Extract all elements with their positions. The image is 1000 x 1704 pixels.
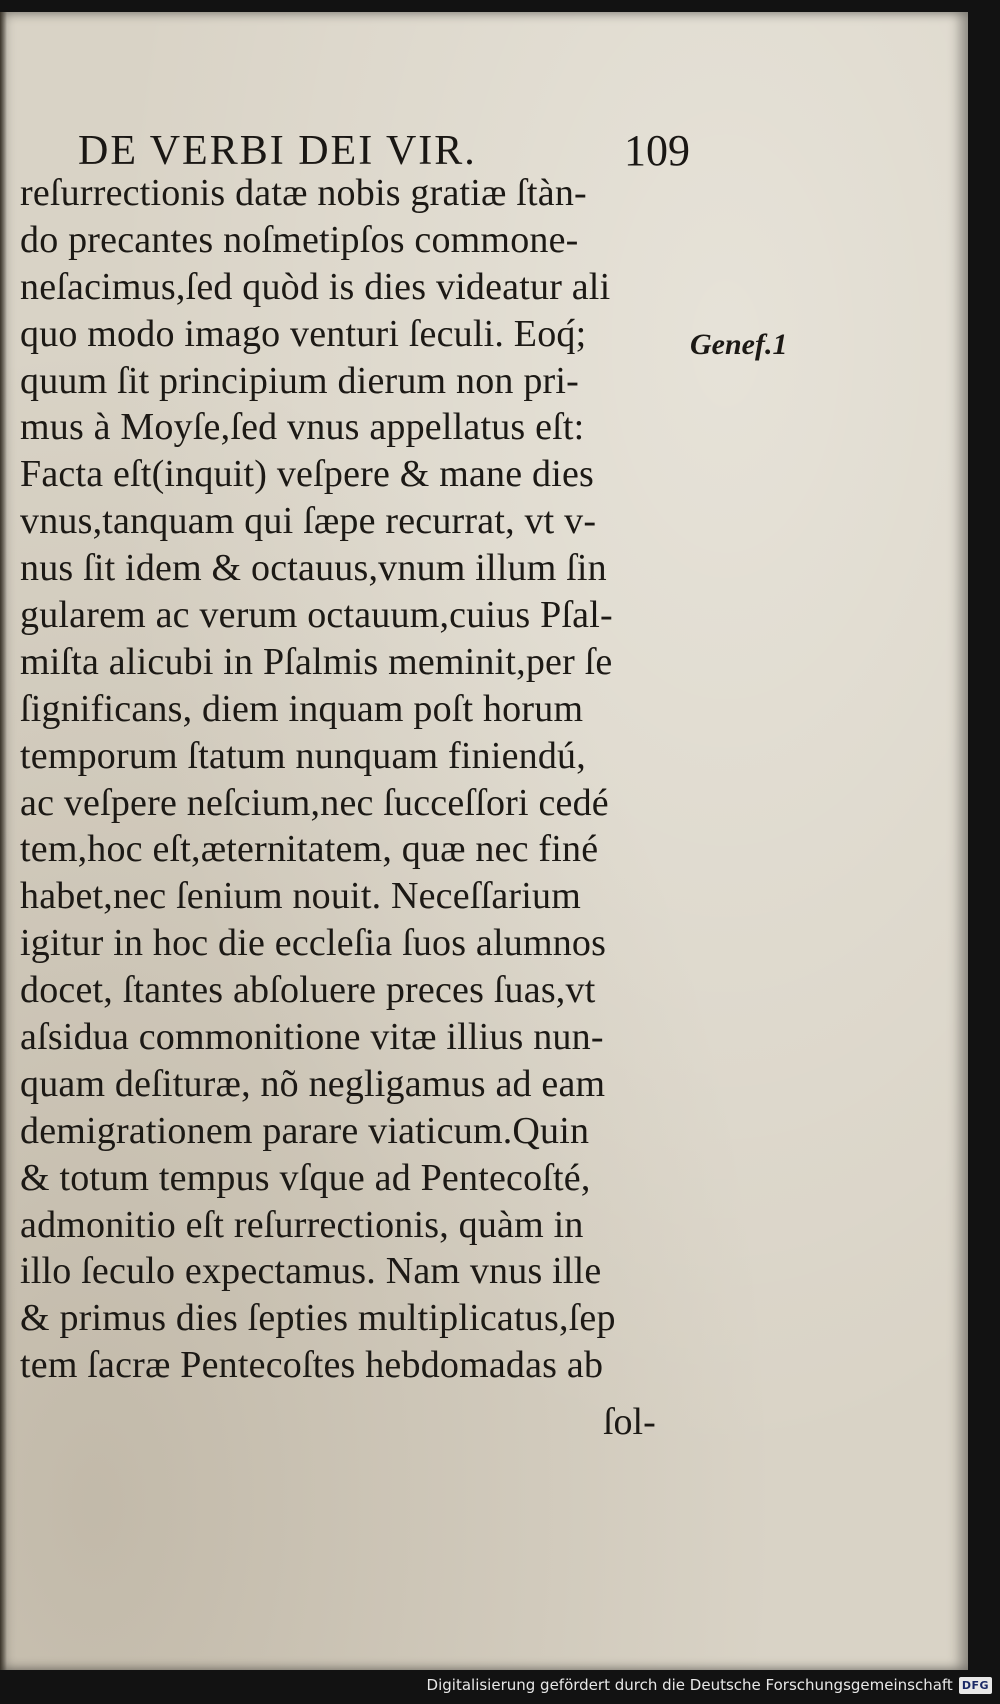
credit-text: Digitalisierung gefördert durch die Deutsche Forschungsgemeinschaft <box>426 1676 953 1694</box>
text-line: admonitio eſt reſurrectionis, quàm in <box>20 1203 584 1246</box>
text-line: temporum ſtatum nunquam finiendú, <box>20 734 586 777</box>
catchword: ſol- <box>603 1401 656 1443</box>
page-gutter-shadow <box>0 12 7 1670</box>
text-line: quum ſit principium dierum non pri- <box>20 359 579 402</box>
running-head: DE VERBI DEI VIR. <box>78 128 477 174</box>
text-line: demigrationem parare viaticum.Quin <box>20 1109 590 1152</box>
text-line: tem,hoc eſt,æternitatem, quæ nec finé <box>20 828 599 871</box>
text-line: ſignificans, diem inquam poſt horum <box>20 687 584 730</box>
book-page <box>0 12 968 1670</box>
text-line: habet,nec ſenium nouit. Neceſſarium <box>20 875 581 918</box>
text-line: Facta eſt(inquit) veſpere & mane dies <box>20 453 595 496</box>
text-line: aſsidua commonitione vitæ illius nun- <box>20 1016 604 1059</box>
text-line: miſta alicubi in Pſalmis meminit,per ſe <box>20 640 613 683</box>
dfg-logo: DFG <box>959 1677 992 1694</box>
text-line: reſurrectionis datæ nobis gratiæ ſtàn- <box>20 172 587 214</box>
text-line: ac veſpere neſcium,nec ſucceſſori cedé <box>20 781 609 824</box>
text-line: mus à Moyſe,ſed vnus appellatus eſt: <box>20 406 585 449</box>
text-line: illo ſeculo expectamus. Nam vnus ille <box>20 1250 602 1293</box>
text-line: nus ſit idem & octauus,vnum illum ſin <box>20 547 607 590</box>
text-line: docet, ſtantes abſoluere preces ſuas,vt <box>20 969 596 1012</box>
body-text <box>20 170 700 1389</box>
text-line: do precantes noſmetipſos commone- <box>20 218 579 261</box>
margin-note: Genef.1 <box>690 328 788 361</box>
text-line: & totum tempus vſque ad Pentecoſté, <box>20 1156 591 1199</box>
text-line: gularem ac verum octauum,cuius Pſal- <box>20 594 613 637</box>
text-line: & primus dies ſepties multiplicatus,ſep <box>20 1297 616 1340</box>
digitization-credit <box>427 1676 992 1694</box>
text-line: igitur in hoc die eccleſia ſuos alumnos <box>20 922 607 965</box>
text-line: neſacimus,ſed quòd is dies videatur ali <box>20 265 611 308</box>
text-line: quam deſituræ, nõ negligamus ad eam <box>20 1062 606 1105</box>
text-line: tem ſacræ Pentecoſtes hebdomadas ab <box>20 1344 604 1387</box>
text-line: quo modo imago venturi ſeculi. Eoq́; <box>20 312 587 355</box>
page-number: 109 <box>624 126 690 175</box>
text-line: vnus,tanquam qui ſæpe recurrat, vt v- <box>20 500 597 543</box>
